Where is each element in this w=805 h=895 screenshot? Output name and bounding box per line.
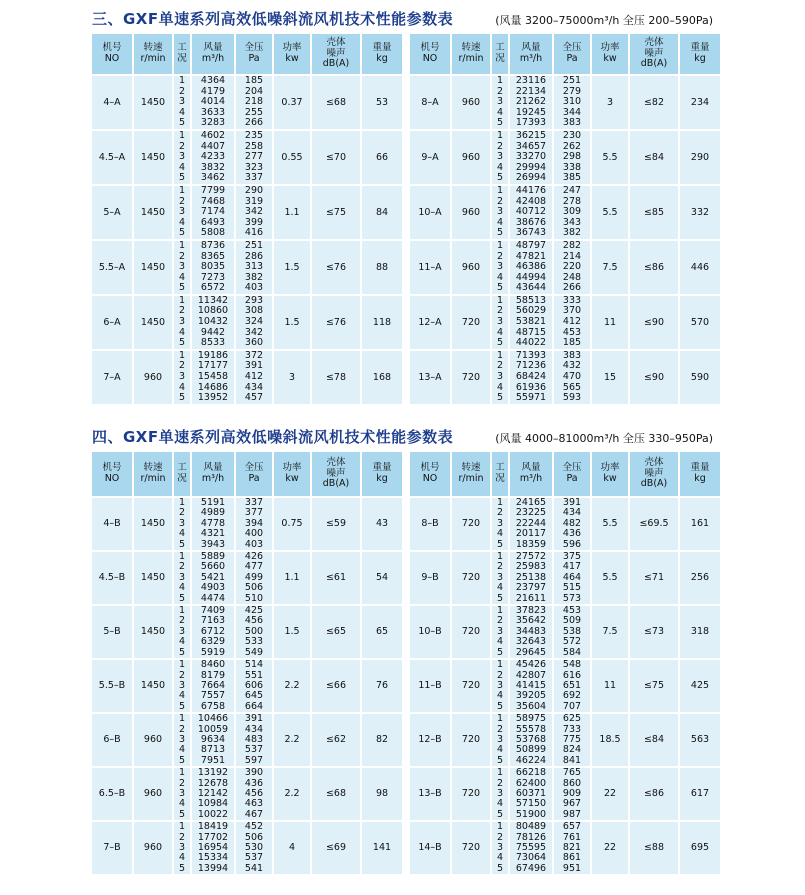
cell-weight: 590 (679, 350, 721, 405)
cell-weight: 65 (361, 605, 403, 659)
section-b-range-note: (风量 4000–81000m³/h 全压 330–950Pa) (495, 432, 713, 445)
cell-weight: 66 (361, 130, 403, 185)
cell-fan-no: 5.5–A (91, 240, 133, 295)
table-row (409, 295, 721, 350)
cell-speed: 1450 (133, 497, 173, 551)
cell-weight: 82 (361, 713, 403, 767)
header-row (91, 33, 403, 75)
cell-pressure: 290 319 342 399 416 (235, 185, 273, 240)
section-a-tables (90, 32, 722, 406)
cell-airflow: 24165 23225 22244 20117 18359 (509, 497, 553, 551)
cell-airflow: 58975 55578 53768 50899 46224 (509, 713, 553, 767)
cell-pressure: 185 204 218 255 266 (235, 75, 273, 130)
cell-noise: ≤75 (311, 185, 361, 240)
header-airflow: 风量 m³/h (191, 451, 235, 497)
cell-power: 3 (273, 350, 311, 405)
cell-fan-no: 6.5–B (91, 767, 133, 821)
cell-fan-no: 11–B (409, 659, 451, 713)
cell-condition: 1 2 3 4 5 (173, 75, 191, 130)
cell-fan-no: 9–A (409, 130, 451, 185)
cell-noise: ≤86 (629, 240, 679, 295)
cell-speed: 960 (133, 767, 173, 821)
cell-fan-no: 14–B (409, 821, 451, 875)
cell-speed: 1450 (133, 659, 173, 713)
cell-power: 1.5 (273, 295, 311, 350)
cell-power: 2.2 (273, 713, 311, 767)
cell-airflow: 5889 5660 5421 4903 4474 (191, 551, 235, 605)
header-condition: 工 况 (491, 451, 509, 497)
cell-airflow: 44176 42408 40712 38676 36743 (509, 185, 553, 240)
cell-airflow: 71393 71236 68424 61936 55971 (509, 350, 553, 405)
cell-condition: 1 2 3 4 5 (173, 713, 191, 767)
cell-power: 1.5 (273, 605, 311, 659)
cell-pressure: 383 432 470 565 593 (553, 350, 591, 405)
section-a-range-note: (风量 3200–75000m³/h 全压 200–590Pa) (495, 14, 713, 27)
cell-weight: 563 (679, 713, 721, 767)
cell-pressure: 333 370 412 453 185 (553, 295, 591, 350)
cell-fan-no: 13–B (409, 767, 451, 821)
cell-speed: 720 (451, 497, 491, 551)
cell-condition: 1 2 3 4 5 (173, 130, 191, 185)
table-row (91, 551, 403, 605)
cell-weight: 98 (361, 767, 403, 821)
cell-noise: ≤68 (311, 767, 361, 821)
header-weight: 重量 kg (679, 33, 721, 75)
cell-weight: 617 (679, 767, 721, 821)
cell-pressure: 251 279 310 344 383 (553, 75, 591, 130)
cell-condition: 1 2 3 4 5 (491, 767, 509, 821)
cell-power: 11 (591, 659, 629, 713)
cell-noise: ≤68 (311, 75, 361, 130)
cell-speed: 1450 (133, 295, 173, 350)
cell-noise: ≤76 (311, 295, 361, 350)
cell-power: 3 (591, 75, 629, 130)
cell-pressure: 230 262 298 338 385 (553, 130, 591, 185)
cell-condition: 1 2 3 4 5 (173, 767, 191, 821)
cell-noise: ≤69 (311, 821, 361, 875)
table-row (91, 350, 403, 405)
cell-fan-no: 8–B (409, 497, 451, 551)
cell-power: 1.1 (273, 185, 311, 240)
header-weight: 重量 kg (361, 451, 403, 497)
cell-weight: 53 (361, 75, 403, 130)
cell-condition: 1 2 3 4 5 (491, 713, 509, 767)
header-noise: 壳体 噪声 dB(A) (311, 451, 361, 497)
table-row (409, 350, 721, 405)
cell-airflow: 8460 8179 7664 7557 6758 (191, 659, 235, 713)
cell-speed: 1450 (133, 130, 173, 185)
header-power: 功率 kw (591, 33, 629, 75)
cell-power: 18.5 (591, 713, 629, 767)
header-weight: 重量 kg (679, 451, 721, 497)
cell-pressure: 293 308 324 342 360 (235, 295, 273, 350)
cell-pressure: 391 434 483 537 597 (235, 713, 273, 767)
cell-weight: 168 (361, 350, 403, 405)
cell-noise: ≤86 (629, 767, 679, 821)
cell-speed: 960 (451, 75, 491, 130)
cell-noise: ≤90 (629, 295, 679, 350)
cell-noise: ≤76 (311, 240, 361, 295)
section-b-header (0, 418, 805, 450)
header-power: 功率 kw (591, 451, 629, 497)
cell-weight: 43 (361, 497, 403, 551)
cell-pressure: 235 258 277 323 337 (235, 130, 273, 185)
table-row (409, 240, 721, 295)
cell-pressure: 514 551 606 645 664 (235, 659, 273, 713)
cell-power: 5.5 (591, 185, 629, 240)
cell-noise: ≤59 (311, 497, 361, 551)
header-no: 机号 NO (409, 33, 451, 75)
cell-condition: 1 2 3 4 5 (173, 350, 191, 405)
header-row (91, 451, 403, 497)
table-row (91, 75, 403, 130)
cell-power: 1.1 (273, 551, 311, 605)
header-power: 功率 kw (273, 33, 311, 75)
table-row (409, 497, 721, 551)
cell-speed: 720 (451, 295, 491, 350)
cell-fan-no: 6–B (91, 713, 133, 767)
cell-condition: 1 2 3 4 5 (173, 185, 191, 240)
cell-weight: 84 (361, 185, 403, 240)
cell-noise: ≤85 (629, 185, 679, 240)
cell-condition: 1 2 3 4 5 (491, 185, 509, 240)
cell-fan-no: 4–A (91, 75, 133, 130)
cell-fan-no: 10–B (409, 605, 451, 659)
cell-airflow: 23116 22134 21262 19245 17393 (509, 75, 553, 130)
cell-speed: 720 (451, 713, 491, 767)
table-row (409, 767, 721, 821)
header-speed: 转速 r/min (451, 451, 491, 497)
cell-noise: ≤90 (629, 350, 679, 405)
cell-pressure: 426 477 499 506 510 (235, 551, 273, 605)
cell-speed: 1450 (133, 551, 173, 605)
cell-condition: 1 2 3 4 5 (491, 551, 509, 605)
cell-airflow: 37823 35642 34483 32643 29645 (509, 605, 553, 659)
cell-fan-no: 5–A (91, 185, 133, 240)
header-no: 机号 NO (91, 33, 133, 75)
cell-pressure: 425 456 500 533 549 (235, 605, 273, 659)
header-airflow: 风量 m³/h (509, 451, 553, 497)
cell-power: 7.5 (591, 240, 629, 295)
cell-pressure: 548 616 651 692 707 (553, 659, 591, 713)
table-row (409, 821, 721, 875)
spec-table-b-right (408, 450, 722, 876)
spec-table-b-left (90, 450, 404, 876)
cell-speed: 720 (451, 605, 491, 659)
cell-speed: 1450 (133, 605, 173, 659)
cell-weight: 446 (679, 240, 721, 295)
cell-speed: 960 (133, 350, 173, 405)
header-speed: 转速 r/min (451, 33, 491, 75)
table-row (91, 240, 403, 295)
section-a-title: 三、GXF单速系列高效低噪斜流风机技术性能参数表 (92, 10, 454, 28)
cell-condition: 1 2 3 4 5 (491, 295, 509, 350)
cell-condition: 1 2 3 4 5 (173, 605, 191, 659)
header-pressure: 全压 Pa (553, 33, 591, 75)
cell-weight: 234 (679, 75, 721, 130)
cell-weight: 695 (679, 821, 721, 875)
cell-weight: 54 (361, 551, 403, 605)
table-row (409, 713, 721, 767)
cell-fan-no: 12–B (409, 713, 451, 767)
cell-airflow: 58513 56029 53821 48715 44022 (509, 295, 553, 350)
cell-weight: 318 (679, 605, 721, 659)
cell-power: 2.2 (273, 767, 311, 821)
cell-weight: 256 (679, 551, 721, 605)
table-row (91, 659, 403, 713)
table-row (91, 713, 403, 767)
header-pressure: 全压 Pa (553, 451, 591, 497)
cell-airflow: 27572 25983 25138 23797 21611 (509, 551, 553, 605)
cell-speed: 960 (451, 130, 491, 185)
cell-noise: ≤71 (629, 551, 679, 605)
cell-fan-no: 10–A (409, 185, 451, 240)
cell-pressure: 390 436 456 463 467 (235, 767, 273, 821)
cell-condition: 1 2 3 4 5 (491, 659, 509, 713)
cell-power: 11 (591, 295, 629, 350)
cell-pressure: 247 278 309 343 382 (553, 185, 591, 240)
table-row (409, 75, 721, 130)
cell-noise: ≤88 (629, 821, 679, 875)
cell-condition: 1 2 3 4 5 (491, 497, 509, 551)
cell-noise: ≤61 (311, 551, 361, 605)
cell-power: 22 (591, 767, 629, 821)
cell-airflow: 80489 78126 75595 73064 67496 (509, 821, 553, 875)
cell-condition: 1 2 3 4 5 (173, 240, 191, 295)
cell-noise: ≤84 (629, 713, 679, 767)
cell-speed: 720 (451, 551, 491, 605)
header-airflow: 风量 m³/h (191, 33, 235, 75)
cell-condition: 1 2 3 4 5 (491, 821, 509, 875)
cell-noise: ≤82 (629, 75, 679, 130)
table-row (91, 185, 403, 240)
section-b (0, 418, 805, 874)
cell-airflow: 48797 47821 46386 44994 43644 (509, 240, 553, 295)
cell-airflow: 45426 42807 41415 39205 35604 (509, 659, 553, 713)
cell-fan-no: 12–A (409, 295, 451, 350)
cell-power: 22 (591, 821, 629, 875)
cell-fan-no: 7–B (91, 821, 133, 875)
cell-noise: ≤66 (311, 659, 361, 713)
table-row (409, 659, 721, 713)
cell-speed: 1450 (133, 240, 173, 295)
cell-fan-no: 8–A (409, 75, 451, 130)
cell-airflow: 36215 34657 33270 29994 26994 (509, 130, 553, 185)
cell-weight: 332 (679, 185, 721, 240)
cell-noise: ≤84 (629, 130, 679, 185)
cell-weight: 161 (679, 497, 721, 551)
header-weight: 重量 kg (361, 33, 403, 75)
table-row (91, 767, 403, 821)
cell-power: 7.5 (591, 605, 629, 659)
cell-condition: 1 2 3 4 5 (173, 821, 191, 875)
cell-pressure: 251 286 313 382 403 (235, 240, 273, 295)
cell-airflow: 8736 8365 8035 7273 6572 (191, 240, 235, 295)
cell-speed: 960 (451, 240, 491, 295)
cell-pressure: 452 506 530 537 541 (235, 821, 273, 875)
cell-airflow: 5191 4989 4778 4321 3943 (191, 497, 235, 551)
cell-condition: 1 2 3 4 5 (491, 240, 509, 295)
header-noise: 壳体 噪声 dB(A) (311, 33, 361, 75)
cell-condition: 1 2 3 4 5 (173, 551, 191, 605)
cell-fan-no: 7–A (91, 350, 133, 405)
header-noise: 壳体 噪声 dB(A) (629, 33, 679, 75)
cell-power: 2.2 (273, 659, 311, 713)
cell-noise: ≤62 (311, 713, 361, 767)
header-no: 机号 NO (409, 451, 451, 497)
cell-power: 0.75 (273, 497, 311, 551)
cell-power: 4 (273, 821, 311, 875)
cell-airflow: 13192 12678 12142 10984 10022 (191, 767, 235, 821)
cell-speed: 720 (451, 659, 491, 713)
cell-pressure: 625 733 775 824 841 (553, 713, 591, 767)
cell-fan-no: 4–B (91, 497, 133, 551)
cell-condition: 1 2 3 4 5 (173, 659, 191, 713)
cell-fan-no: 9–B (409, 551, 451, 605)
cell-airflow: 19186 17177 15458 14686 13952 (191, 350, 235, 405)
spec-table-a-right (408, 32, 722, 406)
table-row (409, 130, 721, 185)
header-pressure: 全压 Pa (235, 451, 273, 497)
header-power: 功率 kw (273, 451, 311, 497)
cell-fan-no: 4.5–A (91, 130, 133, 185)
cell-weight: 425 (679, 659, 721, 713)
cell-condition: 1 2 3 4 5 (491, 130, 509, 185)
table-row (91, 821, 403, 875)
cell-condition: 1 2 3 4 5 (491, 350, 509, 405)
cell-power: 1.5 (273, 240, 311, 295)
cell-airflow: 10466 10059 9634 8713 7951 (191, 713, 235, 767)
cell-fan-no: 5.5–B (91, 659, 133, 713)
header-row (409, 451, 721, 497)
cell-airflow: 66218 62400 60371 57150 51900 (509, 767, 553, 821)
section-a-header (0, 0, 805, 32)
header-speed: 转速 r/min (133, 33, 173, 75)
header-condition: 工 况 (173, 451, 191, 497)
section-a (0, 0, 805, 404)
cell-weight: 570 (679, 295, 721, 350)
cell-pressure: 375 417 464 515 573 (553, 551, 591, 605)
section-b-tables (90, 450, 722, 876)
cell-speed: 720 (451, 821, 491, 875)
cell-speed: 720 (451, 350, 491, 405)
header-condition: 工 况 (491, 33, 509, 75)
table-row (409, 551, 721, 605)
cell-weight: 76 (361, 659, 403, 713)
cell-weight: 118 (361, 295, 403, 350)
cell-airflow: 4364 4179 4014 3633 3283 (191, 75, 235, 130)
header-speed: 转速 r/min (133, 451, 173, 497)
header-row (409, 33, 721, 75)
table-row (91, 497, 403, 551)
cell-fan-no: 5–B (91, 605, 133, 659)
cell-airflow: 7799 7468 7174 6493 5808 (191, 185, 235, 240)
cell-condition: 1 2 3 4 5 (173, 295, 191, 350)
cell-pressure: 337 377 394 400 403 (235, 497, 273, 551)
spec-table-a-left (90, 32, 404, 406)
cell-airflow: 18419 17702 16954 15334 13994 (191, 821, 235, 875)
cell-noise: ≤70 (311, 130, 361, 185)
cell-noise: ≤65 (311, 605, 361, 659)
cell-speed: 1450 (133, 75, 173, 130)
cell-speed: 960 (133, 713, 173, 767)
cell-speed: 1450 (133, 185, 173, 240)
cell-speed: 720 (451, 767, 491, 821)
cell-weight: 88 (361, 240, 403, 295)
cell-speed: 960 (451, 185, 491, 240)
cell-airflow: 7409 7163 6712 6329 5919 (191, 605, 235, 659)
cell-weight: 141 (361, 821, 403, 875)
header-noise: 壳体 噪声 dB(A) (629, 451, 679, 497)
cell-pressure: 765 860 909 967 987 (553, 767, 591, 821)
cell-noise: ≤78 (311, 350, 361, 405)
cell-power: 5.5 (591, 130, 629, 185)
cell-pressure: 657 761 821 861 951 (553, 821, 591, 875)
table-row (91, 295, 403, 350)
header-no: 机号 NO (91, 451, 133, 497)
header-condition: 工 况 (173, 33, 191, 75)
cell-noise: ≤75 (629, 659, 679, 713)
cell-pressure: 453 509 538 572 584 (553, 605, 591, 659)
section-b-title: 四、GXF单速系列高效低噪斜流风机技术性能参数表 (92, 428, 454, 446)
cell-condition: 1 2 3 4 5 (491, 605, 509, 659)
table-row (409, 185, 721, 240)
cell-condition: 1 2 3 4 5 (491, 75, 509, 130)
cell-condition: 1 2 3 4 5 (173, 497, 191, 551)
cell-fan-no: 6–A (91, 295, 133, 350)
cell-weight: 290 (679, 130, 721, 185)
cell-power: 0.55 (273, 130, 311, 185)
table-row (91, 130, 403, 185)
cell-power: 0.37 (273, 75, 311, 130)
cell-noise: ≤69.5 (629, 497, 679, 551)
cell-pressure: 372 391 412 434 457 (235, 350, 273, 405)
cell-fan-no: 13–A (409, 350, 451, 405)
header-pressure: 全压 Pa (235, 33, 273, 75)
cell-pressure: 282 214 220 248 266 (553, 240, 591, 295)
table-row (409, 605, 721, 659)
cell-airflow: 11342 10860 10432 9442 8533 (191, 295, 235, 350)
cell-power: 15 (591, 350, 629, 405)
cell-airflow: 4602 4407 4233 3832 3462 (191, 130, 235, 185)
cell-power: 5.5 (591, 551, 629, 605)
cell-speed: 960 (133, 821, 173, 875)
header-airflow: 风量 m³/h (509, 33, 553, 75)
cell-fan-no: 11–A (409, 240, 451, 295)
cell-noise: ≤73 (629, 605, 679, 659)
table-row (91, 605, 403, 659)
cell-power: 5.5 (591, 497, 629, 551)
cell-fan-no: 4.5–B (91, 551, 133, 605)
cell-pressure: 391 434 482 436 596 (553, 497, 591, 551)
